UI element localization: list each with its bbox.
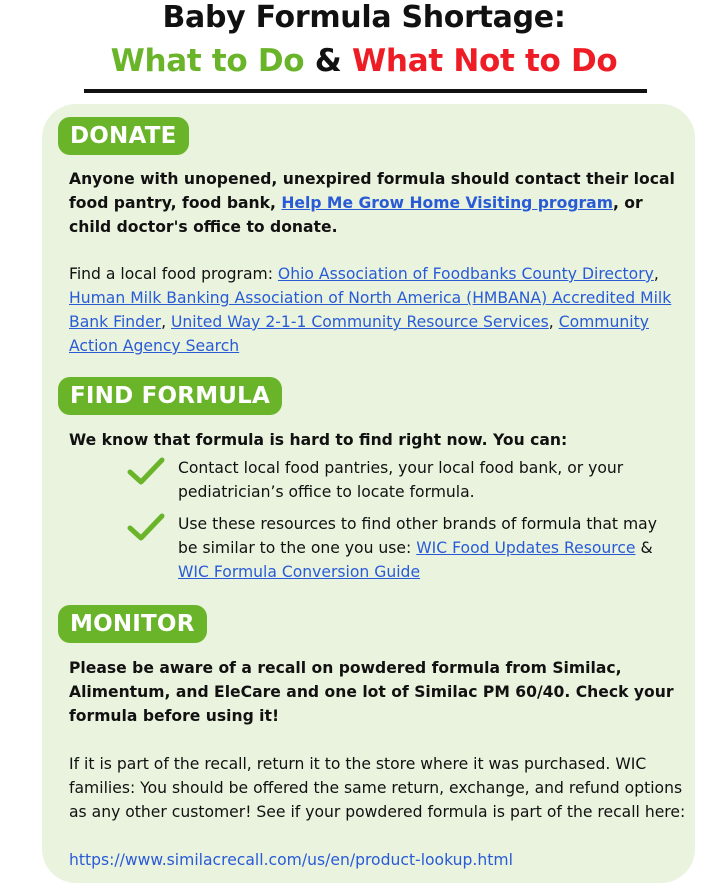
subtitle-ampersand: & (314, 43, 342, 79)
separator: , (653, 265, 659, 283)
donate-paragraph (69, 167, 689, 239)
check-icon (127, 456, 165, 486)
hmbana-link[interactable]: Human Milk Banking Association of North America (HMBANA) Accredited Milk Bank Finder (69, 289, 672, 331)
recall-notice: Please be aware of a recall on powdered formula from Similac, Alimentum, and EleCare and one lot of Similac PM 60/40. Check your formula before using it! (69, 659, 674, 725)
monitor-badge: MONITOR (58, 605, 207, 643)
page-subtitle (0, 42, 728, 80)
wic-formula-conversion-link[interactable]: WIC Formula Conversion Guide (178, 563, 421, 581)
community-action-link[interactable]: Community Action Agency Search (69, 313, 649, 355)
find-item-2 (127, 512, 667, 586)
page-title: Baby Formula Shortage: (162, 0, 566, 35)
title-divider (84, 89, 647, 93)
find-formula-intro: We know that formula is hard to find right now. You can: (69, 431, 568, 449)
donate-text: Anyone with unopened, unexpired formula should contact their local food pantry, food bank, (69, 170, 675, 212)
recall-instructions: If it is part of the recall, return it to the store where it was purchased. WIC families: You should be offered the same return, exchange, and refund options as any other customer! See if your powdered formula is part of the recall here: (69, 755, 686, 821)
help-me-grow-link[interactable]: Help Me Grow Home Visiting program (281, 194, 613, 212)
check-icon (127, 512, 165, 542)
separator: , (161, 313, 171, 331)
ohio-foodbanks-link[interactable]: Ohio Association of Foodbanks County Directory (277, 265, 654, 283)
find-item-1-text: Contact local food pantries, your local food bank, or your pediatrician’s office to locate formula. (178, 459, 624, 501)
food-program-paragraph (69, 262, 689, 358)
food-program-intro: Find a local food program: (69, 265, 278, 283)
united-way-link[interactable]: United Way 2-1-1 Community Resource Services (171, 313, 549, 331)
find-item-1 (127, 456, 667, 506)
subtitle-what-to-do: What to Do (110, 43, 305, 79)
ampersand: & (635, 539, 653, 557)
find-formula-badge: FIND FORMULA (58, 377, 282, 415)
find-item-2-copy: Use these resources to find other brands of formula that may be similar to the one you use: (178, 515, 657, 557)
donate-badge: DONATE (58, 117, 189, 155)
similac-recall-link[interactable]: https://www.similacrecall.com/us/en/product-lookup.html (69, 851, 513, 869)
separator: , (548, 313, 559, 331)
donate-text-tail: , or child doctor's office to donate. (69, 194, 643, 236)
find-item-2-text (178, 512, 668, 584)
subtitle-what-not-to-do: What Not to Do (352, 43, 618, 79)
recall-url-line (69, 848, 689, 872)
wic-food-updates-link[interactable]: WIC Food Updates Resource (416, 539, 636, 557)
